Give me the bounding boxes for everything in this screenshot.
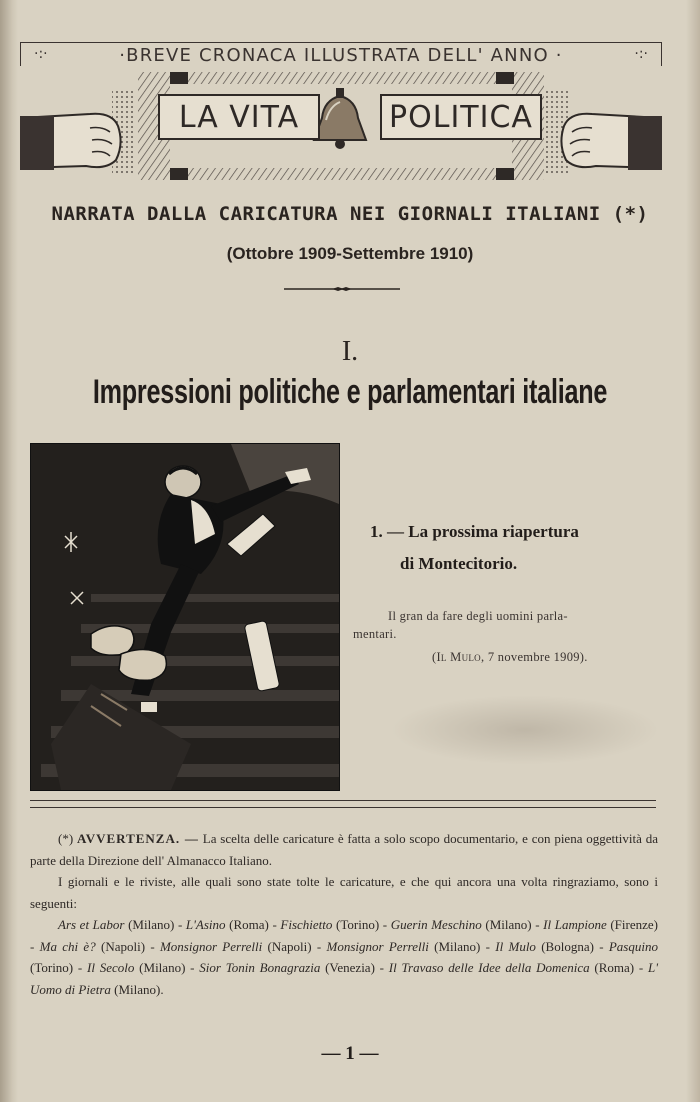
source-name: Monsignor Perrelli — [159, 938, 263, 954]
source-name: Monsignor Perrelli — [326, 938, 429, 954]
source-city: (Milano) - — [134, 960, 200, 975]
source-name: Fischietto — [280, 917, 333, 932]
section-number: I. — [341, 336, 359, 367]
page-edge-shadow — [0, 0, 18, 1102]
source-name: Il Mulo — [495, 938, 536, 954]
source-city: (Milano) - — [124, 917, 186, 932]
footnote-rule — [30, 800, 656, 808]
chronicle-heading: ·BREVE CRONACA ILLUSTRATA DELL' ANNO · — [119, 45, 563, 66]
source-name: Il Secolo — [87, 960, 135, 975]
source-city: (Napoli) - — [262, 938, 327, 954]
caption-text-line-1: Il gran da fare degli uomini parla- — [388, 609, 568, 623]
ornament-right-icon: ·:· — [634, 46, 648, 62]
source-city: (Venezia) - — [320, 960, 389, 975]
caption-title-line-2: di Montecitorio. — [400, 554, 518, 573]
caption-text-line-2: mentari. — [353, 627, 397, 641]
caption-title-line-1: 1. — La prossima riapertura — [370, 522, 579, 541]
cartoon-illustration — [30, 443, 340, 791]
footnote-text-1: La scelta delle caricature è fatta a solo scopo documentario, e con piena oggettività da parte della Direzione dell' Almanacco Italiano. — [30, 831, 658, 868]
footnote-sources — [30, 914, 658, 1000]
source-name: Sior Tonin Bonagrazia — [199, 960, 321, 975]
source-city: (Torino) - — [30, 960, 88, 975]
source-name: Ma chi è? — [39, 938, 96, 954]
source-city: (Roma) - — [589, 960, 648, 975]
source-name: L'Asino — [185, 917, 226, 932]
subtitle: NARRATA DALLA CARICATURA NEI GIORNALI ITALIANI (*) — [51, 203, 649, 225]
banner-rule — [20, 42, 662, 43]
ornamental-divider — [284, 287, 400, 291]
source-city: (Milano) - — [481, 917, 544, 932]
footnote-mark: (*) — [58, 831, 77, 846]
date-range: (Ottobre 1909-Settembre 1910) — [226, 244, 474, 263]
source-name: Il Lampione — [543, 917, 607, 932]
page-edge-shadow-right — [686, 0, 700, 1102]
source-date: , 7 novembre 1909). — [480, 650, 588, 664]
footnote-paragraph-1 — [30, 828, 658, 871]
source-city: (Roma) - — [225, 917, 281, 932]
header-banner — [20, 42, 662, 182]
source-name: Ars et Labor — [58, 917, 125, 932]
source-city: (Milano). — [110, 981, 164, 997]
source-paper: Il Mulo — [436, 650, 481, 664]
source-name: Pasquino — [608, 938, 658, 954]
source-name: Guerin Meschino — [390, 917, 482, 932]
page-number: — 1 — — [321, 1043, 379, 1064]
source-city: (Firenze) - — [30, 917, 658, 954]
title-left: LA VITA — [158, 94, 320, 140]
show-through-smudge — [390, 695, 660, 765]
source-name: Il Travaso delle Idee della Domenica — [388, 960, 590, 975]
ornament-left-icon: ·:· — [34, 46, 48, 62]
source-city: (Napoli) - — [95, 938, 160, 954]
source-city: (Torino) - — [332, 917, 391, 932]
source-city: (Milano) - — [428, 938, 496, 954]
footnote-lead: AVVERTENZA. — — [76, 831, 199, 846]
title-right: POLITICA — [380, 94, 542, 140]
source-name: L' Uomo di Pietra — [30, 960, 658, 997]
caption-source — [432, 650, 588, 665]
source-city: (Bologna) - — [535, 938, 609, 954]
section-title: Impressioni politiche e parlamentari italiane — [92, 373, 608, 411]
footnote — [30, 828, 658, 1000]
source-open: ( — [432, 650, 437, 664]
masthead-title — [148, 86, 548, 142]
footnote-paragraph-2: I giornali e le riviste, alle quali sono state tolte le caricature, e che qui ancora una volta ringraziamo, sono i seguenti: — [30, 874, 658, 911]
